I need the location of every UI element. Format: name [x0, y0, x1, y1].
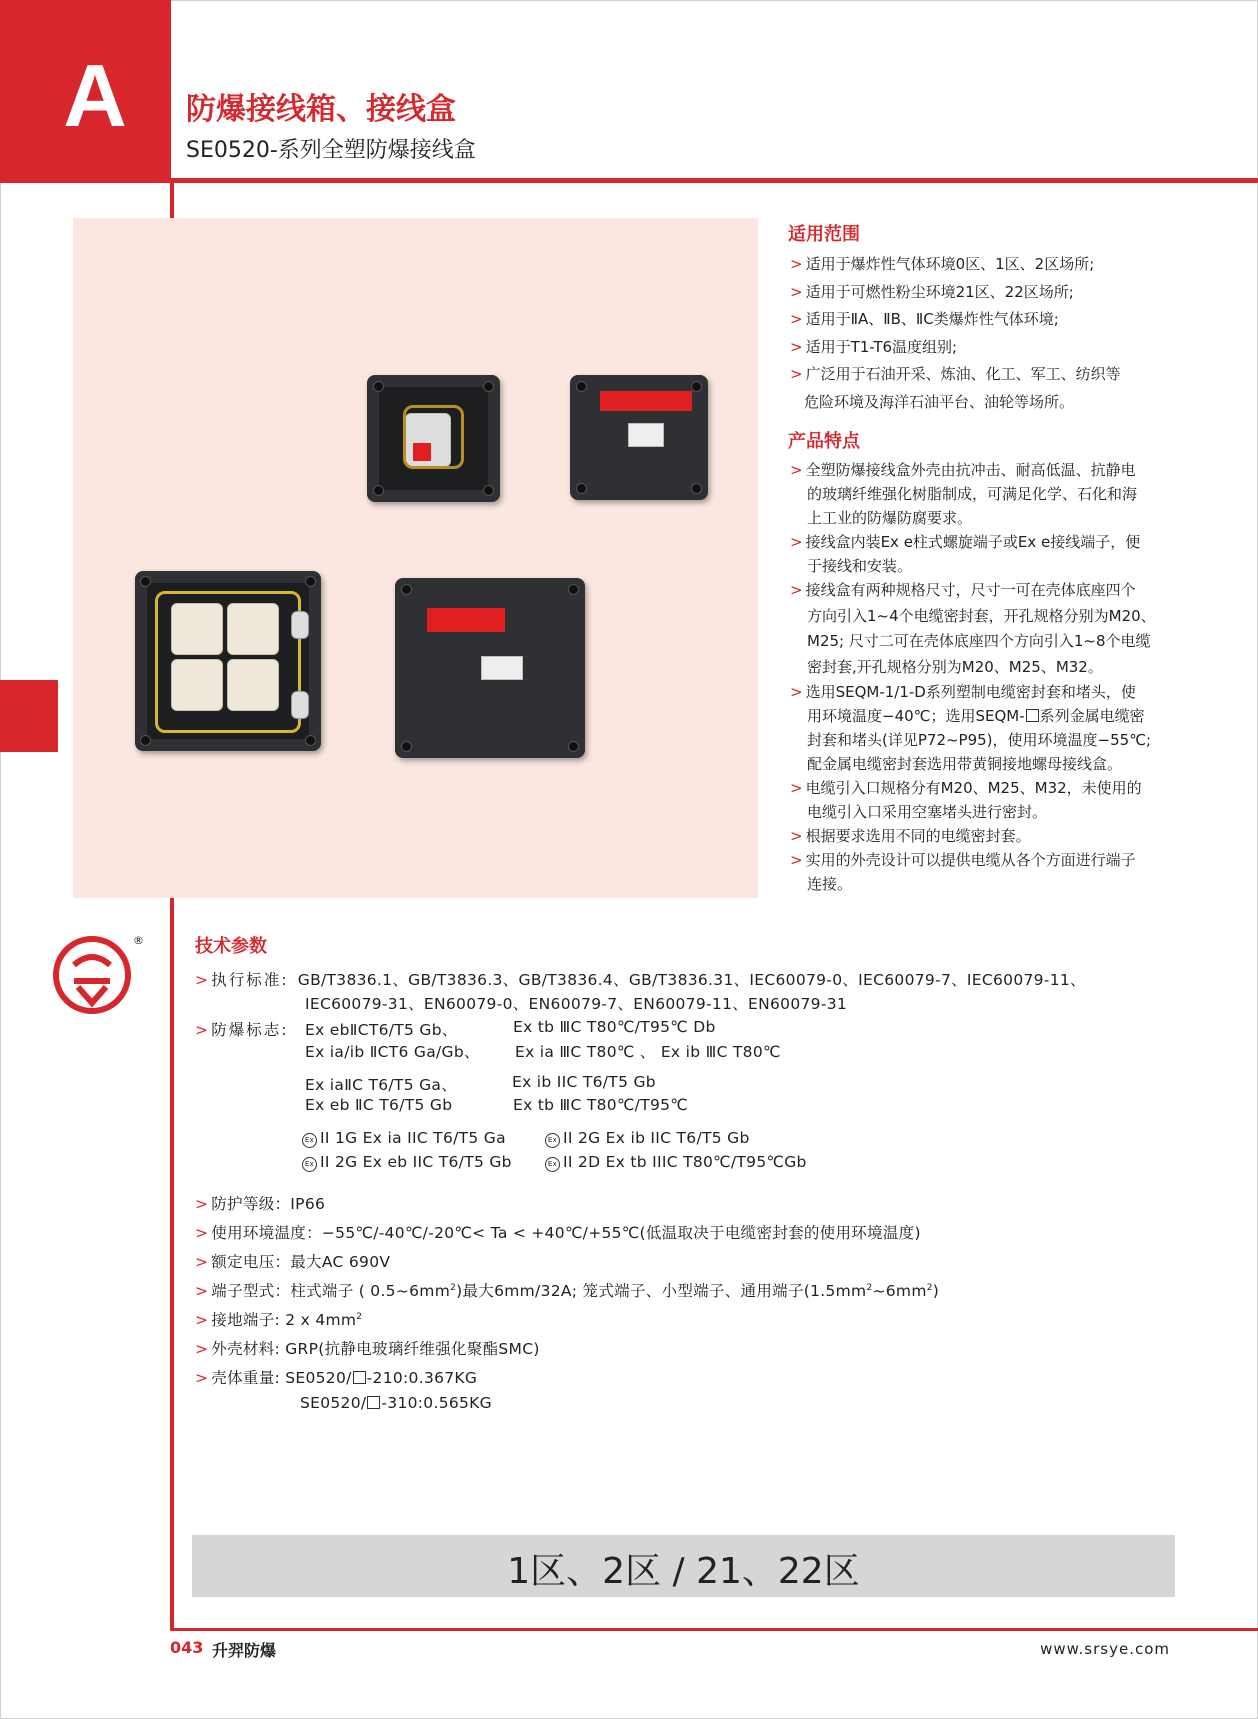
- ex-row: Ex ib IIC T6/T5 Gb: [512, 1073, 656, 1091]
- list-item: > 适用于可燃性粉尘环境21区、22区场所;: [790, 282, 1074, 301]
- product-photo-panel: [73, 218, 758, 898]
- list-item: > 实用的外壳设计可以提供电缆从各个方面进行端子 连接。: [790, 851, 1136, 893]
- list-item: > 根据要求选用不同的电缆密封套。: [790, 827, 1031, 845]
- ex-row: Ex eb ⅡC T6/T5 Gb: [305, 1096, 453, 1114]
- product-photo-closed-small: [570, 375, 708, 500]
- material-row: > 外壳材料: GRP(抗静电玻璃纤维强化聚酯SMC): [195, 1340, 540, 1358]
- ground-row: > 接地端子: 2 x $4mm^2$: [195, 1311, 363, 1329]
- atex-row: Ex II 2G Ex eb IIC T6/T5 Gb: [302, 1153, 512, 1172]
- list-item: > 全塑防爆接线盒外壳由抗冲击、耐高低温、抗静电 的玻璃纤维强化树脂制成，可满足化学、石化和海 上工业的防爆防腐要求。: [790, 461, 1138, 527]
- list-item: > 适用于T1-T6温度组别;: [790, 337, 958, 356]
- ex-row: Ex ebⅡCT6/T5 Gb、: [305, 1021, 458, 1039]
- placeholder-box: [367, 1396, 380, 1409]
- page-title: 防爆接线箱、接线盒: [186, 92, 456, 127]
- product-photo-open-large: [135, 571, 321, 751]
- ex-row: Ex tb ⅢC T80℃/T95℃ Db: [513, 1018, 716, 1036]
- standard-row: > 执行标准: GB/T3836.1、GB/T3836.3、GB/T3836.4、GB/T3836.31、IEC60079-0、IEC60079-7、IEC60079-11、: [195, 971, 1086, 989]
- ex-row: Ex ia ⅢC T80℃ 、 Ex ib ⅢC T80℃: [515, 1043, 781, 1061]
- page-subtitle: SE0520-系列全塑防爆接线盒: [186, 138, 476, 163]
- scope-list: [790, 251, 1190, 416]
- product-photo-closed-large: [395, 578, 585, 758]
- ex-marking-label: > 防爆标志:: [195, 1021, 289, 1039]
- ex-row: Ex tb ⅢC T80℃/T95℃: [513, 1096, 688, 1114]
- ex-row: Ex ia/ib ⅡCT6 Ga/Gb、: [305, 1043, 480, 1061]
- list-item: > 接线盒内装Ex e柱式螺旋端子或Ex e接线端子，便 于接线和安装。: [790, 533, 1141, 575]
- features-heading: 产品特点: [788, 431, 860, 452]
- footer-rule: [170, 1628, 1258, 1631]
- header-rule: [0, 178, 1258, 183]
- ex-hexagon-icon: Ex: [302, 1133, 317, 1148]
- product-photo-open-small: [367, 375, 500, 502]
- features-list: [790, 458, 1190, 896]
- list-item: > 电缆引入口规格分有M20、M25、M32，未使用的 电缆引入口采用空塞堵头进行密封。: [790, 779, 1142, 821]
- atex-row: Ex II 2D Ex tb IIIC T80℃/T95℃Gb: [545, 1153, 807, 1172]
- tech-heading: 技术参数: [195, 936, 267, 957]
- protection-row: > 防护等级：IP66: [195, 1195, 326, 1213]
- atex-row: Ex II 1G Ex ia IIC T6/T5 Ga: [302, 1129, 506, 1148]
- voltage-row: > 额定电压：最大AC 690V: [195, 1253, 391, 1271]
- ex-hexagon-icon: Ex: [545, 1157, 560, 1172]
- side-marker: [0, 680, 58, 752]
- weight-row-2: SE0520/ -310:0.565KG: [300, 1394, 492, 1412]
- ex-row: Ex iaⅡC T6/T5 Ga、: [305, 1076, 457, 1094]
- registered-mark: ®: [133, 934, 144, 947]
- company-logo: [52, 935, 132, 1015]
- section-letter: A: [63, 46, 127, 145]
- website-url: www.srsye.com: [1040, 1640, 1170, 1658]
- standard-row-cont: IEC60079-31、EN60079-0、EN60079-7、EN60079-11、EN60079-31: [305, 995, 848, 1013]
- list-item: > 适用于爆炸性气体环境0区、1区、2区场所;: [790, 255, 1095, 273]
- weight-row: > 壳体重量: SE0520/ -210:0.367KG: [195, 1369, 478, 1387]
- placeholder-box: [1026, 709, 1039, 722]
- brand-name: 升羿防爆: [212, 1641, 277, 1660]
- page-number: 043: [170, 1638, 204, 1657]
- list-item: > 选用SEQM-1/1-D系列塑制电缆密封套和堵头，使 用环境温度−40℃；选用SEQM- 系列金属电缆密 封套和堵头(详见P72~P95)，使用环境温度−55℃; 配金属电缆密封套选用带黄铜接地螺母接线盒。: [790, 683, 1152, 773]
- ex-hexagon-icon: Ex: [545, 1133, 560, 1148]
- atex-row: Ex II 2G Ex ib IIC T6/T5 Gb: [545, 1129, 750, 1148]
- ex-hexagon-icon: Ex: [302, 1157, 317, 1172]
- placeholder-box: [353, 1371, 366, 1384]
- temperature-row: > 使用环境温度：−55℃/-40℃/-20℃< Ta < +40℃/+55℃(低温取决于电缆密封套的使用环境温度): [195, 1224, 921, 1242]
- list-item: > 广泛用于石油开采、炼油、化工、军工、纺织等: [790, 365, 1121, 383]
- list-item: 危险环境及海洋石油平台、油轮等场所。: [804, 392, 1075, 411]
- list-item: > 适用于ⅡA、ⅡB、ⅡC类爆炸性气体环境;: [790, 310, 1059, 328]
- scope-heading: 适用范围: [788, 224, 860, 245]
- terminal-row: > 端子型式：柱式端子 ( $0.5\sim 6mm^2$)最大6mm/32A; 笼式端子、小型端子、通用端子$(1.5mm^2\sim 6mm^2)$: [195, 1282, 940, 1300]
- zone-text: 1区、2区 / 21、22区: [507, 1551, 860, 1592]
- list-item: > 接线盒有两种规格尺寸，尺寸一可在壳体底座四个 方向引入1~4个电缆密封套，开孔规格分别为M20、 M25; 尺寸二可在壳体底座四个方向引入1~8个电缆 密封套,开孔规格分别为M20、M25、M32。: [790, 581, 1156, 676]
